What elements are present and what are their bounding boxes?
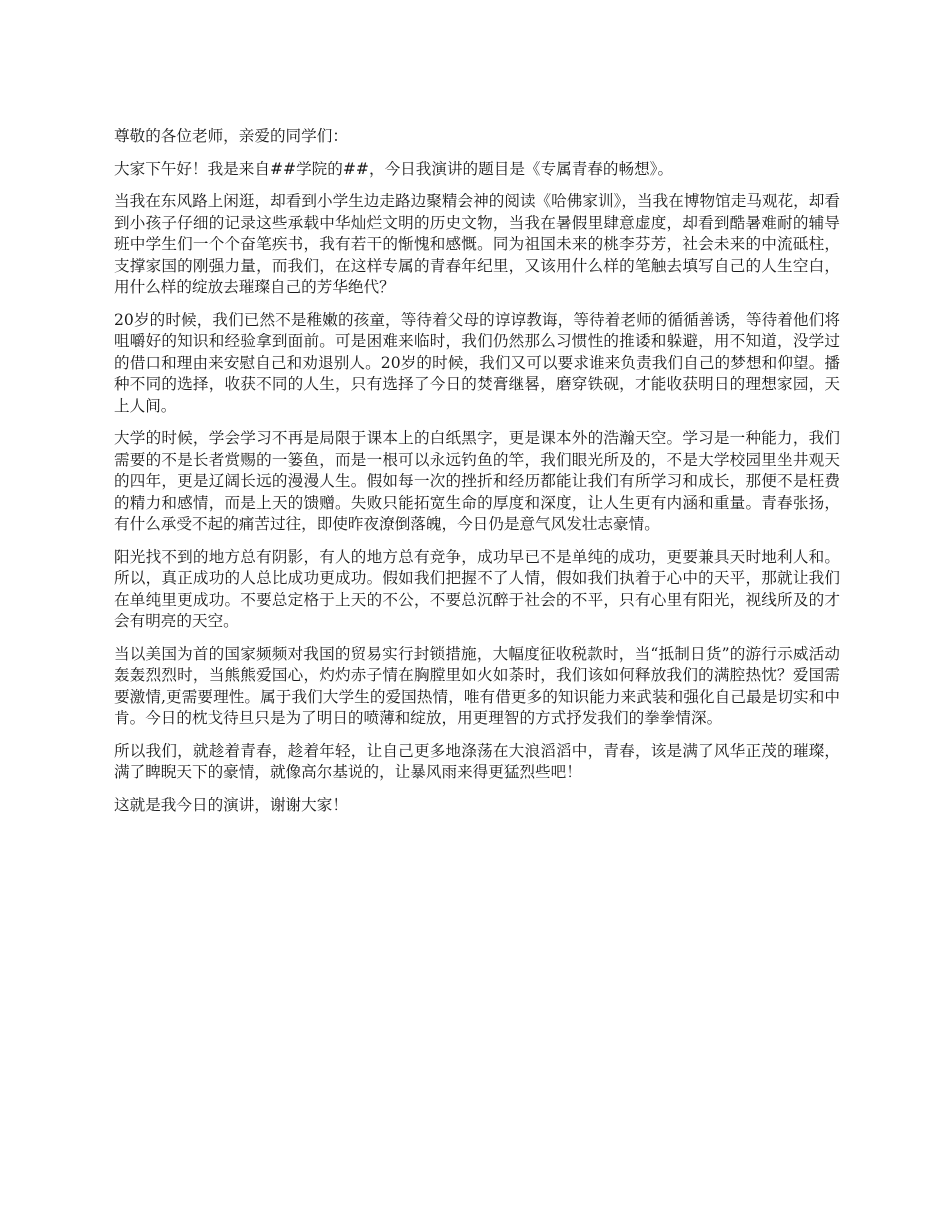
body-paragraph: 当以美国为首的国家频频对我国的贸易实行封锁措施，大幅度征收税款时，当“抵制日货”的游行示威活动轰轰烈烈时，当熊熊爱国心，灼灼赤子情在胸膛里如火如荼时，我们该如何释放我们的满腔热忱？爱国需要激情,更需要理性。属于我们大学生的爱国热情，唯有借更多的知识能力来武装和强化自己最是切实和中肯。今日的枕戈待旦只是为了明日的喷薄和绽放，用更理智的方式抒发我们的拳拳情深。 [114,644,840,727]
speech-document [114,126,840,827]
body-paragraph: 阳光找不到的地方总有阴影，有人的地方总有竞争，成功早已不是单纯的成功，更要兼具天时地利人和。所以，真正成功的人总比成功更成功。假如我们把握不了人情，假如我们执着于心中的天平，那就让我们在单纯里更成功。不要总定格于上天的不公，不要总沉醉于社会的不平，只有心里有阳光，视线所及的才会有明亮的天空。 [114,547,840,630]
body-paragraph: 大学的时候，学会学习不再是局限于课本上的白纸黑字，更是课本外的浩瀚天空。学习是一种能力，我们需要的不是长者赏赐的一篓鱼，而是一根可以永远钓鱼的竿，我们眼光所及的，不是大学校园里坐井观天的四年，更是辽阔长远的漫漫人生。假如每一次的挫折和经历都能让我们有所学习和成长，那便不是枉费的精力和感情，而是上天的馈赠。失败只能拓宽生命的厚度和深度，让人生更有内涵和重量。青春张扬，有什么承受不起的痛苦过往，即使昨夜潦倒落魄，今日仍是意气风发壮志豪情。 [114,429,840,533]
salutation: 尊敬的各位老师，亲爱的同学们： [114,127,348,145]
body-paragraph: 20岁的时候，我们已然不是稚嫩的孩童，等待着父母的谆谆教诲，等待着老师的循循善诱，等待着他们将咀嚼好的知识和经验拿到面前。可是困难来临时，我们仍然那么习惯性的推诿和躲避，用不知道，没学过的借口和理由来安慰自己和劝退别人。20岁的时候，我们又可以要求谁来负责我们自己的梦想和仰望。播种不同的选择，收获不同的人生，只有选择了今日的焚膏继晷，磨穿铁砚，才能收获明日的理想家园，天上人间。 [114,310,840,415]
closing-paragraph: 这就是我今日的演讲，谢谢大家！ [114,795,348,814]
greeting-paragraph: 大家下午好！我是来自##学院的##，今日我演讲的题目是《专属青春的畅想》。 [114,159,674,178]
body-paragraph: 当我在东风路上闲逛，却看到小学生边走路边聚精会神的阅读《哈佛家训》，当我在博物馆走马观花，却看到小孩子仔细的记录这些承载中华灿烂文明的历史文物，当我在暑假里肆意虚度，却看到酷暑难耐的辅导班中学生们一个个奋笔疾书，我有若干的惭愧和感慨。同为祖国未来的桃李芬芳，社会未来的中流砥柱，支撑家国的刚强力量，而我们，在这样专属的青春年纪里，又该用什么样的笔触去填写自己的人生空白，用什么样的绽放去璀璨自己的芳华绝代？ [114,192,840,296]
body-paragraph: 所以我们，就趁着青春，趁着年轻，让自己更多地涤荡在大浪滔滔中，青春，该是满了风华正茂的璀璨，满了睥睨天下的豪情，就像高尔基说的，让暴风雨来得更猛烈些吧！ [114,741,840,781]
